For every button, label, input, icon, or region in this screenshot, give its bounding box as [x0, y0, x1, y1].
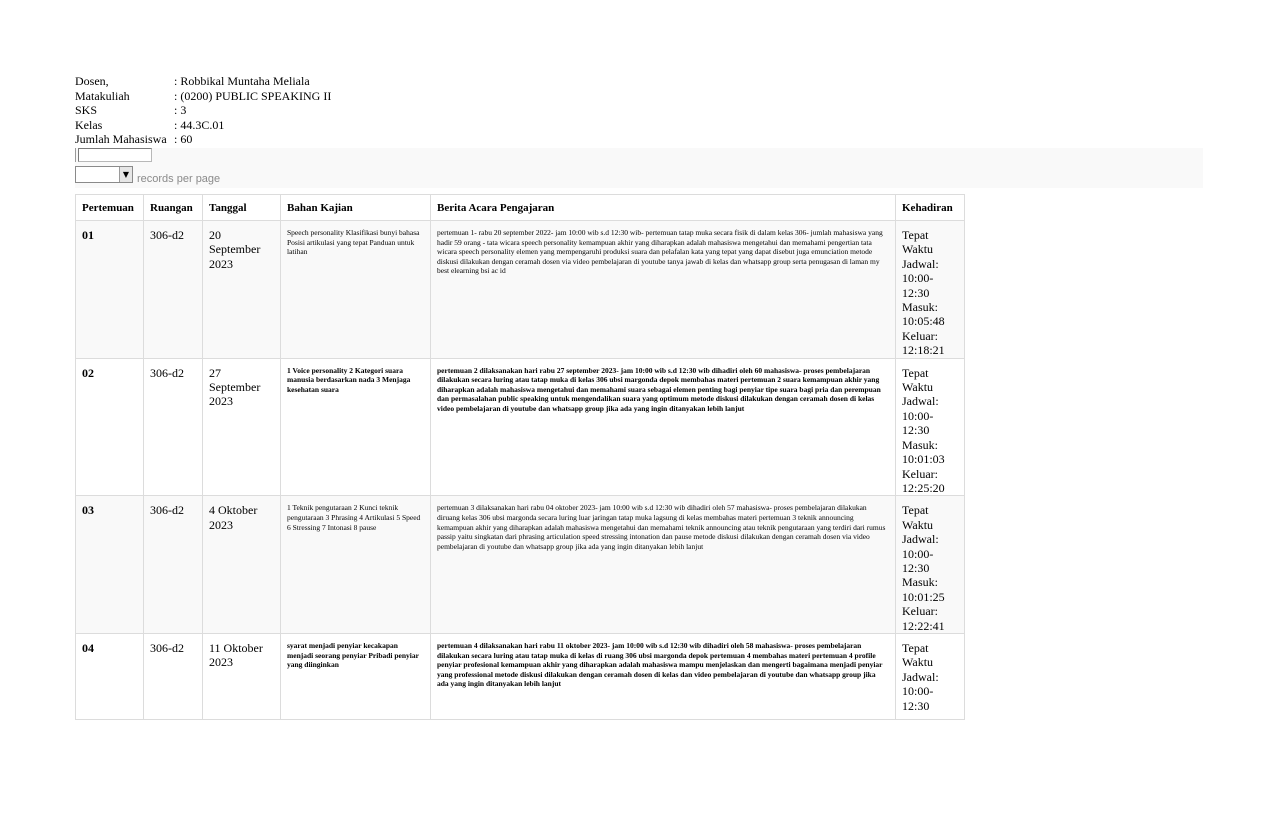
info-label: Matakuliah [75, 88, 130, 103]
cell-pertemuan: 03 [76, 496, 144, 634]
cell-berita-acara: pertemuan 3 dilaksanakan hari rabu 04 oktober 2023- jam 10:00 wib s.d 12:30 wib dihadiri oleh 57 mahasiswa- proses pembelajaran dilakukan diruang kelas 306 ubsi margonda secara luring luar jaringan tatap muka lagsung di kelas membahas materi pertemuan 3 teknik announcing kemampuan akhir yang diharapkan adalah mahasiswa mengetahui dan memahami teknik announcing atau teknik pengutaraan yang terdiri dari rumus passip yaitu singkatan dari phrasing articulation speed stressing intonation dan pause metode diskusi dilakukan dengan ceramah dosen via video pembelajaran di youtube dan whatsapp group jika ada yang ingin ditanyakan lebih lanjut [431, 496, 896, 634]
kehadiran-line: 10:05:48 [902, 314, 945, 329]
kehadiran-line: 10:00- [902, 546, 934, 561]
cell-pertemuan: 01 [76, 221, 144, 359]
cell-ruangan: 306-d2 [144, 221, 203, 359]
table-row [76, 633, 965, 719]
kehadiran-line: 10:01:03 [902, 452, 945, 467]
info-row-dosen [75, 74, 331, 89]
cell-berita-acara: pertemuan 2 dilaksanakan hari rabu 27 september 2023- jam 10:00 wib s.d 12:30 wib dihadiri oleh 60 mahasiswa- proses pembelajaran dilakukan secara luring atau tatap muka di kelas 306 ubsi margonda depok membahas materi pertemuan 2 suara kemampuan akhir yang diharapkan adalah mahasiswa mengetahui dan memahami suara sebagai elemen penting bagi penyiar tipe suara bagi pria dan perempuan dan permasalahan public speaking untuk mengendalikan suara yang optimum metode diskusi dilakukan dengan ceramah dosen di kelas video pembelajaran di youtube dan whatsapp group jika ada yang ingin ditanyakan lebih lanjut [431, 358, 896, 496]
info-value: : (0200) PUBLIC SPEAKING II [174, 88, 332, 103]
cell-kehadiran [896, 496, 965, 634]
info-label: SKS [75, 103, 98, 118]
info-value: : 60 [174, 132, 193, 147]
header-kehadiran[interactable]: Kehadiran [896, 195, 965, 221]
search-input[interactable] [78, 148, 152, 162]
cell-berita-acara: pertemuan 4 dilaksanakan hari rabu 11 oktober 2023- jam 10:00 wib s.d 12:30 wib dihadiri oleh 58 mahasiswa- proses pembelajaran dilakukan secara luring atau tatap muka di kelas di ruang 306 ubsi margonda depok pertemuan 4 membahas materi pertemuan 4 profile penyiar profesional kemampuan akhir yang diharapkan adalah mahasiswa mampu menjelaskan dan mengerti bagaimana menjadi penyiar yang professional metode diskusi dilakukan dengan ceramah dosen di kelas dan video pembelajaran di youtube dan whatsapp group jika ada yang ingin ditanyakan lebih lanjut [431, 633, 896, 719]
cell-berita-acara: pertemuan 1- rabu 20 september 2022- jam 10:00 wib s.d 12:30 wib- pertemuan tatap muka secara fisik di dalam kelas 306- jumlah mahasiswa yang hadir 59 orang - tata wicara speech personality kemampuan akhir yang diharapkan adalah mahasiswa mengetahui dan memahami pengertian tata wicara speech personality elemen yang mempengaruhi produksi suara dan pelafalan kata yang tepat yang dapat disebut juga emunciation metode diskusi dilakukan dengan ceramah dosen via video pembelajaran di youtube tanya jawab di kelas dan whatsapp group serta penugasan di laman my best elearning bsi ac id [431, 221, 896, 359]
kehadiran-line: 12:22:41 [902, 618, 945, 633]
kehadiran-line: 10:00- [902, 408, 934, 423]
table-row [76, 221, 965, 359]
cell-tanggal: 4 Oktober 2023 [203, 496, 281, 634]
kehadiran-line: Jadwal: [902, 394, 939, 409]
cell-kehadiran [896, 221, 965, 359]
header-ruangan[interactable]: Ruangan [144, 195, 203, 221]
kehadiran-line: Keluar: [902, 466, 938, 481]
kehadiran-line: 12:30 [902, 423, 930, 438]
cell-tanggal: 27 September 2023 [203, 358, 281, 496]
table-header-row [76, 195, 965, 221]
kehadiran-line: Masuk: [902, 575, 938, 590]
cell-bahan-kajian: syarat menjadi penyiar kecakapan menjadi seorang penyiar Pribadi penyiar yang diinginkan [281, 633, 431, 719]
info-label: Jumlah Mahasiswa [75, 132, 167, 147]
kehadiran-status: Tepat Waktu [902, 228, 934, 257]
header-pertemuan[interactable]: Pertemuan [76, 195, 144, 221]
kehadiran-line: Keluar: [902, 328, 938, 343]
chevron-down-icon[interactable]: ▼ [119, 167, 132, 182]
kehadiran-line: Keluar: [902, 604, 938, 619]
records-per-page-select[interactable] [75, 166, 133, 183]
header-tanggal[interactable]: Tanggal [203, 195, 281, 221]
kehadiran-line: 12:30 [902, 285, 930, 300]
cell-ruangan: 306-d2 [144, 633, 203, 719]
cell-bahan-kajian: 1 Teknik pengutaraan 2 Kunci teknik pengutaraan 3 Phrasing 4 Artikulasi 5 Speed 6 Stressing 7 Intonasi 8 pause [281, 496, 431, 634]
kehadiran-status: Tepat Waktu [902, 640, 934, 670]
kehadiran-line: 10:00- [902, 271, 934, 286]
cell-bahan-kajian: Speech personality Klasifikasi bunyi bahasa Posisi artikulasi yang tepat Panduan untuk latihan [281, 221, 431, 359]
info-label: Dosen, [75, 74, 109, 88]
header-bahan-kajian[interactable]: Bahan Kajian [281, 195, 431, 221]
kehadiran-line: Jadwal: [902, 532, 939, 547]
cell-pertemuan: 04 [76, 633, 144, 719]
info-row-sks [75, 103, 331, 118]
records-per-page-label: records per page [137, 173, 221, 185]
cell-tanggal: 20 September 2023 [203, 221, 281, 359]
info-row-jumlah-mahasiswa [75, 132, 331, 147]
info-row-matakuliah [75, 89, 331, 104]
teaching-log-table [75, 194, 965, 720]
kehadiran-line: 10:00- [902, 684, 934, 699]
cell-kehadiran [896, 633, 965, 719]
cell-bahan-kajian: 1 Voice personality 2 Kategori suara manusia berdasarkan nada 3 Menjaga kesehatan suara [281, 358, 431, 496]
kehadiran-line: Masuk: [902, 437, 938, 452]
table-row [76, 496, 965, 634]
kehadiran-line: 12:18:21 [902, 343, 945, 358]
cell-kehadiran [896, 358, 965, 496]
info-label: Kelas [75, 117, 103, 132]
cell-ruangan: 306-d2 [144, 358, 203, 496]
kehadiran-line: 12:30 [902, 698, 930, 713]
kehadiran-line: Jadwal: [902, 669, 939, 684]
kehadiran-status: Tepat Waktu [902, 365, 934, 395]
table-row [76, 358, 965, 496]
header-berita-acara[interactable]: Berita Acara Pengajaran [431, 195, 896, 221]
kehadiran-status: Tepat Waktu [902, 503, 934, 532]
kehadiran-line: 12:25:20 [902, 480, 945, 495]
search-toolbar [75, 148, 1203, 188]
cell-tanggal: 11 Oktober 2023 [203, 633, 281, 719]
info-value: : 3 [174, 103, 187, 118]
cell-pertemuan: 02 [76, 358, 144, 496]
info-value: : 44.3C.01 [174, 117, 225, 132]
course-info [75, 74, 331, 147]
info-row-kelas [75, 118, 331, 133]
kehadiran-line: 12:30 [902, 560, 930, 575]
kehadiran-line: 10:01:25 [902, 589, 945, 604]
cell-ruangan: 306-d2 [144, 496, 203, 634]
kehadiran-line: Jadwal: [902, 256, 939, 271]
info-value: : Robbikal Muntaha Meliala [174, 74, 310, 88]
kehadiran-line: Masuk: [902, 300, 938, 315]
